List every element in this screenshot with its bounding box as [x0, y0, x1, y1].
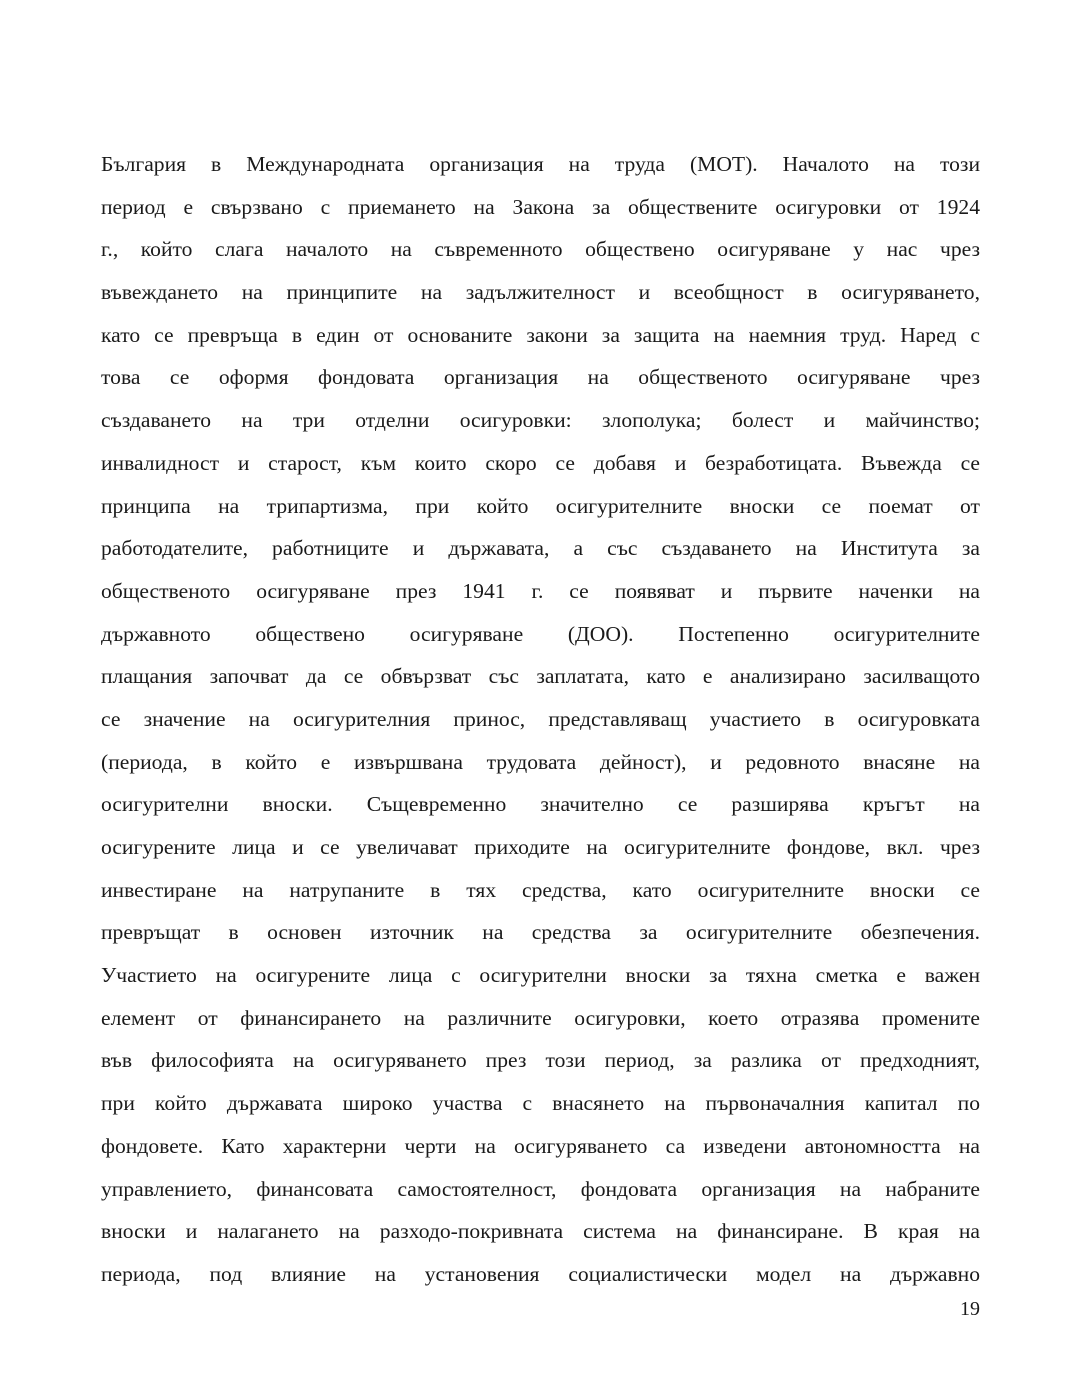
- text-line: вноски и налагането на разходо-покривната система на финансиране. В края на: [101, 1219, 980, 1244]
- text-line: създаването на три отделни осигуровки: злополука; болест и майчинство;: [101, 408, 980, 433]
- page-number: 19: [960, 1298, 980, 1320]
- text-line: осигурените лица и се увеличават приходите на осигурителните фондове, вкл. чрез: [101, 835, 980, 859]
- text-line: общественото осигуряване през 1941 г. се появяват и първите наченки на: [101, 578, 980, 603]
- text-line: г., който слага началото на съвременното обществено осигуряване у нас чрез: [101, 237, 980, 262]
- text-line: това се оформя фондовата организация на общественото осигуряване чрез: [101, 365, 980, 390]
- text-line: фондовете. Като характерни черти на осигуряването са изведени автономността на: [101, 1133, 980, 1158]
- text-line: като се превръща в един от основаните закони за защита на наемния труд. Наред с: [101, 322, 980, 347]
- text-line: във философията на осигуряването през този период, за разлика от предходният,: [101, 1048, 980, 1073]
- body-paragraph: [101, 143, 980, 1296]
- text-line: (периода, в който е извършвана трудовата дейност), и редовното внасяне на: [101, 749, 980, 774]
- text-line: държавното обществено осигуряване (ДОО). Постепенно осигурителните: [101, 621, 980, 646]
- text-line: елемент от финансирането на различните осигуровки, което отразява промените: [101, 1005, 980, 1030]
- text-line: период е свързвано с приемането на Закона за обществените осигуровки от 1924: [101, 194, 980, 219]
- text-line: Участието на осигурените лица с осигурителни вноски за тяхна сметка е важен: [101, 963, 980, 988]
- text-line: периода, под влияние на установения социалистически модел на държавно: [101, 1261, 980, 1286]
- text-line: осигурителни вноски. Същевременно значително се разширява кръгът на: [101, 792, 980, 817]
- text-line: инвалидност и старост, към които скоро се добавя и безработицата. Въвежда се: [101, 450, 980, 475]
- text-line: при който държавата широко участва с внасянето на първоначалния капитал по: [101, 1091, 980, 1116]
- text-line: управлението, финансовата самостоятелност, фондовата организация на набраните: [101, 1176, 980, 1201]
- text-line: превръщат в основен източник на средства за осигурителните обезпечения.: [101, 920, 980, 945]
- text-line: принципа на трипартизма, при който осигурителните вноски се поемат от: [101, 493, 980, 518]
- text-line: плащания започват да се обвързват със заплатата, като е анализирано засилващото: [101, 664, 980, 689]
- text-line: въвеждането на принципите на задължителност и всеобщност в осигуряването,: [101, 280, 980, 305]
- text-line: се значение на осигурителния принос, представляващ участието в осигуровката: [101, 706, 980, 731]
- text-line: България в Международната организация на труда (МОТ). Началото на този: [101, 152, 980, 176]
- text-line: инвестиране на натрупаните в тях средства, като осигурителните вноски се: [101, 877, 980, 902]
- text-line: работодателите, работниците и държавата, а със създаването на Института за: [101, 536, 980, 561]
